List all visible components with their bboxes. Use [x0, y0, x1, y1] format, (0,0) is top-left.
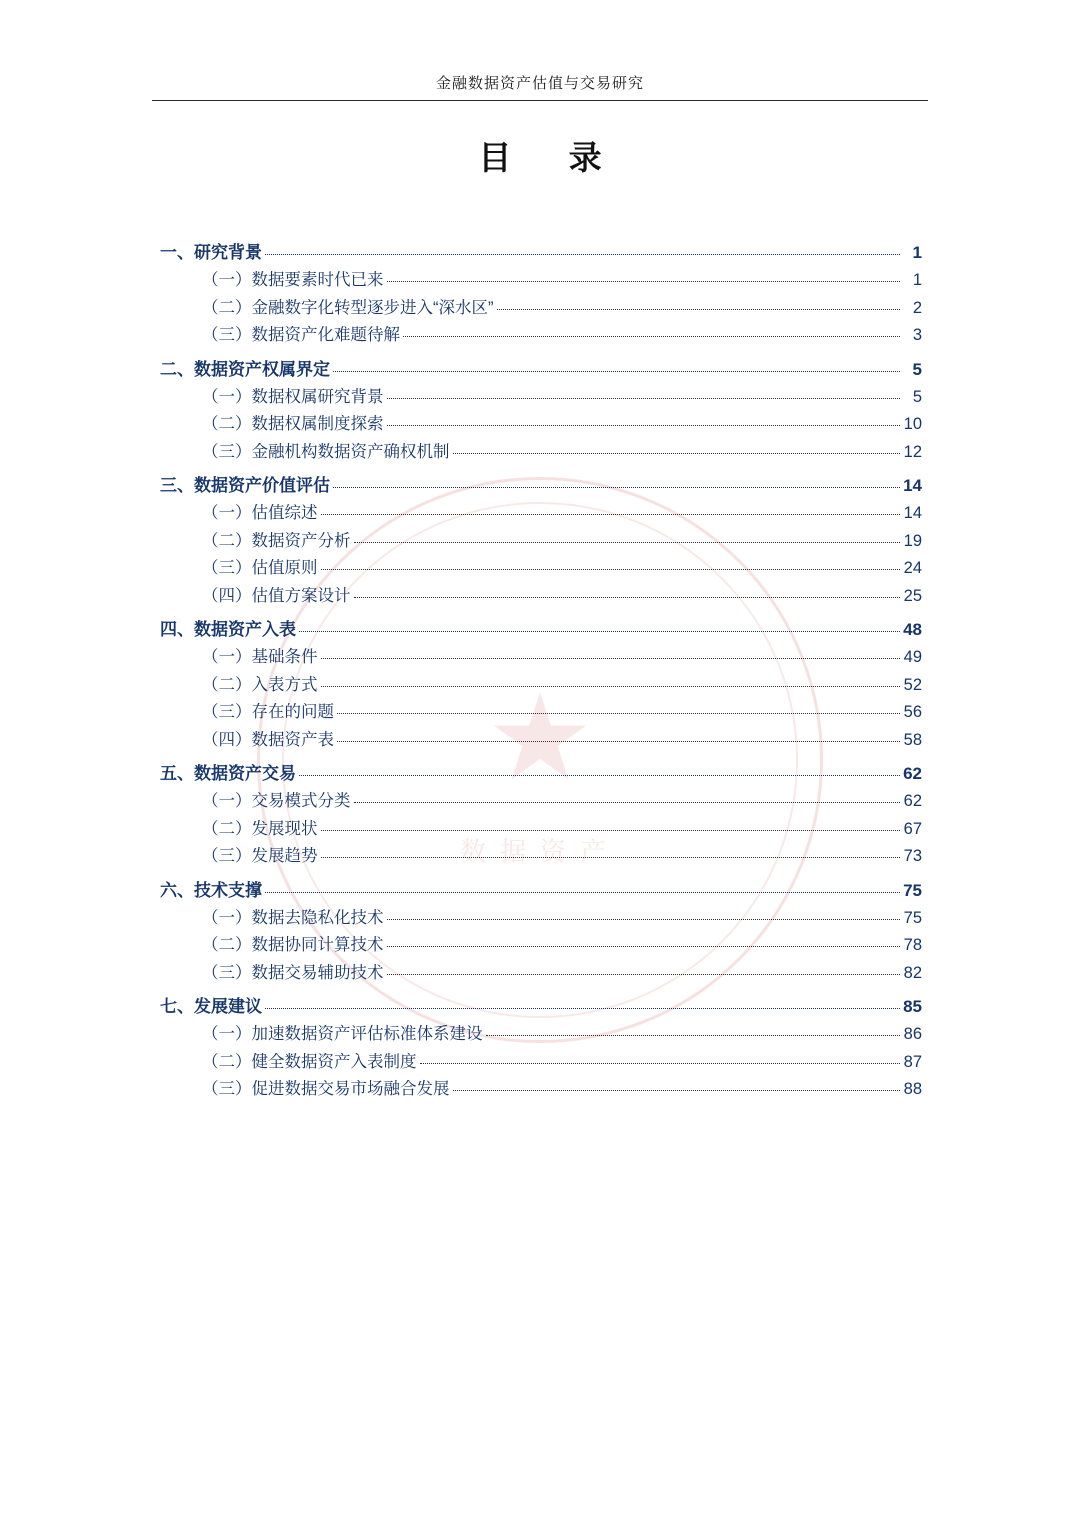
toc-entry-page-number: 75	[903, 880, 922, 900]
toc-entry-page-number: 14	[903, 476, 922, 495]
toc-entry-subsection[interactable]	[160, 965, 922, 982]
toc-entry-section[interactable]	[160, 765, 922, 782]
toc-entry-subsection[interactable]	[160, 1054, 922, 1071]
running-title: 金融数据资产估值与交易研究	[435, 75, 644, 92]
toc-leader-dots	[453, 452, 901, 454]
toc-entry-subsection[interactable]	[160, 649, 922, 666]
toc-entry-label: （二）健全数据资产入表制度	[202, 1052, 417, 1071]
toc-entry-subsection[interactable]	[160, 704, 922, 721]
toc-leader-dots	[321, 829, 901, 831]
toc-leader-dots	[321, 856, 901, 858]
toc-entry-page-number: 12	[903, 442, 922, 461]
toc-entry-page-number: 5	[912, 359, 922, 379]
toc-entry-label: （三）促进数据交易市场融合发展	[202, 1080, 450, 1098]
toc-entry-label: 五、数据资产交易	[160, 764, 296, 783]
toc-entry-label: （一）基础条件	[202, 648, 318, 666]
toc-entry-label: （一）数据权属研究背景	[202, 387, 384, 406]
toc-entry-label: 二、数据资产权属界定	[160, 359, 330, 379]
toc-entry-page-number: 1	[912, 243, 922, 262]
toc-entry-label: （二）发展现状	[202, 819, 318, 838]
toc-entry-page-number: 1	[912, 271, 922, 289]
toc-entry-page-number: 62	[903, 792, 922, 810]
toc-leader-dots	[387, 397, 901, 399]
toc-entry-page-number: 88	[903, 1080, 922, 1098]
toc-leader-dots	[403, 335, 900, 337]
toc-entry-subsection[interactable]	[160, 937, 922, 954]
toc-entry-section[interactable]	[160, 244, 922, 261]
toc-entry-page-number: 85	[903, 997, 922, 1016]
toc-leader-dots	[265, 891, 900, 893]
table-of-contents	[160, 244, 922, 1098]
toc-leader-dots	[337, 712, 900, 714]
toc-entry-page-number: 25	[903, 586, 922, 605]
toc-leader-dots	[387, 973, 901, 975]
toc-entry-section[interactable]	[160, 477, 922, 494]
toc-entry-page-number: 73	[903, 847, 922, 865]
toc-entry-label: （一）加速数据资产评估标准体系建设	[202, 1025, 483, 1043]
toc-entry-label: （一）估值综述	[202, 504, 318, 522]
toc-leader-dots	[497, 308, 901, 310]
toc-entry-label: （三）估值原则	[202, 559, 318, 577]
toc-entry-label: （二）数据协同计算技术	[202, 936, 384, 954]
toc-entry-subsection[interactable]	[160, 272, 922, 289]
toc-entry-page-number: 87	[903, 1052, 922, 1071]
toc-entry-page-number: 78	[903, 936, 922, 954]
toc-leader-dots	[299, 774, 900, 776]
toc-leader-dots	[337, 740, 900, 742]
toc-entry-subsection[interactable]	[160, 848, 922, 865]
toc-entry-subsection[interactable]	[160, 910, 922, 927]
toc-entry-label: （四）估值方案设计	[202, 586, 351, 605]
toc-entry-label: 三、数据资产价值评估	[160, 476, 330, 495]
toc-entry-subsection[interactable]	[160, 560, 922, 577]
toc-entry-subsection[interactable]	[160, 300, 922, 317]
toc-entry-label: （一）数据要素时代已来	[202, 271, 384, 289]
toc-entry-section[interactable]	[160, 998, 922, 1015]
toc-entry-label: （一）交易模式分类	[202, 792, 351, 810]
toc-entry-page-number: 56	[903, 703, 922, 721]
toc-entry-subsection[interactable]	[160, 588, 922, 605]
toc-entry-section[interactable]	[160, 621, 922, 638]
toc-leader-dots	[321, 568, 901, 570]
toc-entry-page-number: 86	[903, 1025, 922, 1043]
toc-entry-subsection[interactable]	[160, 821, 922, 838]
toc-entry-label: （三）数据交易辅助技术	[202, 963, 384, 982]
toc-entry-page-number: 48	[903, 620, 922, 639]
toc-leader-dots	[387, 918, 901, 920]
toc-entry-subsection[interactable]	[160, 1026, 922, 1043]
toc-leader-dots	[265, 253, 900, 255]
toc-entry-label: （四）数据资产表	[202, 730, 334, 749]
toc-leader-dots	[453, 1089, 901, 1091]
toc-entry-subsection[interactable]	[160, 505, 922, 522]
toc-leader-dots	[387, 945, 901, 947]
toc-entry-page-number: 58	[903, 730, 922, 749]
toc-entry-subsection[interactable]	[160, 389, 922, 406]
toc-entry-subsection[interactable]	[160, 677, 922, 694]
toc-entry-subsection[interactable]	[160, 793, 922, 810]
toc-entry-subsection[interactable]	[160, 444, 922, 461]
watermark-star-icon: ★	[486, 670, 594, 805]
watermark-text: 数据资产	[459, 836, 621, 867]
toc-entry-subsection[interactable]	[160, 416, 922, 433]
toc-entry-label: （二）数据资产分析	[202, 531, 351, 550]
toc-entry-subsection[interactable]	[160, 1081, 922, 1098]
toc-entry-page-number: 14	[903, 504, 922, 522]
toc-leader-dots	[420, 1062, 901, 1064]
toc-entry-page-number: 2	[912, 298, 922, 317]
toc-entry-section[interactable]	[160, 361, 922, 378]
toc-leader-dots	[354, 801, 901, 803]
toc-leader-dots	[354, 541, 901, 543]
toc-leader-dots	[333, 486, 900, 488]
toc-entry-label: （二）入表方式	[202, 675, 318, 694]
toc-entry-label: （三）发展趋势	[202, 847, 318, 865]
toc-entry-label: （三）存在的问题	[202, 703, 334, 721]
toc-entry-page-number: 24	[903, 559, 922, 577]
toc-leader-dots	[354, 596, 901, 598]
toc-entry-label: （三）数据资产化难题待解	[202, 326, 400, 344]
toc-entry-page-number: 75	[903, 908, 922, 927]
toc-leader-dots	[333, 370, 900, 372]
toc-entry-label: 一、研究背景	[160, 243, 262, 262]
toc-entry-page-number: 62	[903, 764, 922, 783]
toc-entry-label: （一）数据去隐私化技术	[202, 908, 384, 927]
page-title: 目 录	[478, 139, 626, 176]
toc-entry-label: 四、数据资产入表	[160, 620, 296, 639]
toc-leader-dots	[321, 657, 901, 659]
toc-entry-page-number: 67	[903, 819, 922, 838]
toc-entry-subsection[interactable]	[160, 327, 922, 344]
toc-leader-dots	[299, 630, 900, 632]
toc-entry-label: 六、技术支撑	[160, 880, 262, 900]
page-header	[152, 72, 928, 101]
toc-entry-section[interactable]	[160, 882, 922, 899]
toc-entry-subsection[interactable]	[160, 732, 922, 749]
toc-leader-dots	[321, 685, 901, 687]
toc-entry-page-number: 5	[912, 387, 922, 406]
toc-entry-label: （二）金融数字化转型逐步进入“深水区”	[202, 298, 494, 317]
header-divider	[152, 100, 928, 101]
toc-entry-page-number: 49	[903, 648, 922, 666]
toc-entry-label: （三）金融机构数据资产确权机制	[202, 442, 450, 461]
toc-leader-dots	[321, 513, 901, 515]
toc-entry-page-number: 52	[903, 675, 922, 694]
toc-entry-label: 七、发展建议	[160, 997, 262, 1016]
toc-entry-page-number: 10	[903, 415, 922, 433]
toc-entry-page-number: 19	[903, 531, 922, 550]
toc-entry-label: （二）数据权属制度探索	[202, 415, 384, 433]
toc-leader-dots	[387, 280, 901, 282]
toc-leader-dots	[265, 1007, 900, 1009]
toc-leader-dots	[486, 1034, 901, 1036]
toc-leader-dots	[387, 424, 901, 426]
toc-entry-page-number: 3	[912, 326, 922, 344]
toc-entry-subsection[interactable]	[160, 533, 922, 550]
toc-entry-page-number: 82	[903, 963, 922, 982]
